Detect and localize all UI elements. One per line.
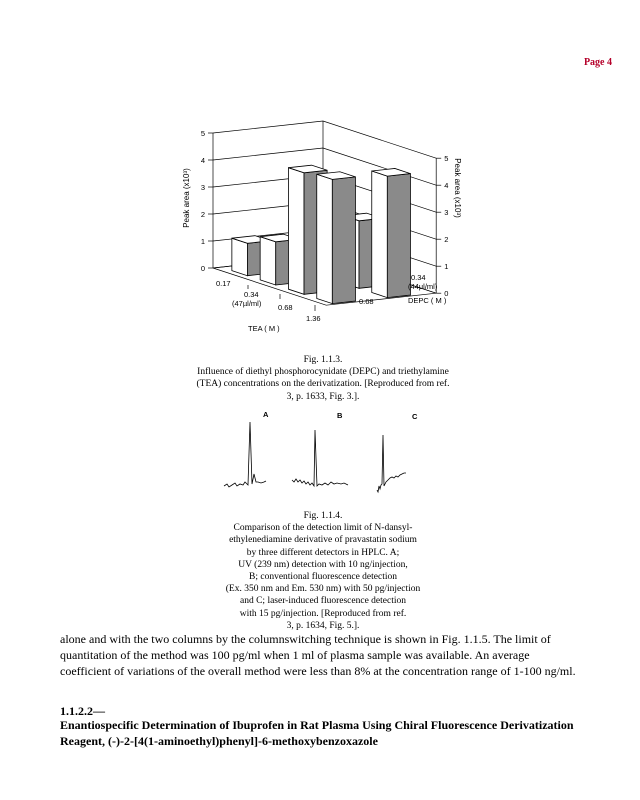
caption-line: Fig. 1.1.4. bbox=[303, 511, 343, 521]
tea-tick-3: 0.68 bbox=[278, 303, 293, 312]
caption-line: B; conventional fluorescence detection bbox=[249, 572, 397, 583]
caption-line: Fig. 1.1.3. bbox=[303, 355, 343, 365]
caption-line: by three different detectors in HPLC. A; bbox=[246, 547, 400, 558]
tea-tick-1: 0.17 bbox=[216, 279, 231, 288]
tea-tick-2: 0.34 bbox=[244, 290, 259, 299]
y-tick-label: 2 bbox=[444, 235, 449, 245]
caption-line: with 15 pg/injection. [Reproduced from ref. bbox=[239, 608, 407, 619]
tea-tick-2-sub: (47µl/ml) bbox=[232, 299, 262, 308]
y-axis-label-right: Peak area (x10³) bbox=[453, 158, 462, 218]
bar-front-face bbox=[372, 171, 388, 298]
bar-side-face bbox=[387, 174, 410, 298]
bar-front-face bbox=[317, 174, 333, 303]
caption-line: 3, p. 1634, Fig. 5.]. bbox=[286, 620, 360, 631]
y-tick-label: 1 bbox=[444, 262, 449, 272]
y-tick-label: 2 bbox=[200, 210, 205, 219]
chart-bar bbox=[317, 172, 356, 304]
y-tick-label: 4 bbox=[200, 156, 205, 165]
caption-line: 3, p. 1633, Fig. 3.]. bbox=[286, 391, 360, 402]
chromatogram-b bbox=[292, 430, 348, 486]
chromatogram-c bbox=[377, 435, 406, 492]
depc-tick-2: 0.68 bbox=[359, 297, 374, 306]
tea-tick-4: 1.36 bbox=[306, 314, 321, 323]
y-tick-label: 0 bbox=[200, 264, 205, 273]
y-tick-label: 0 bbox=[444, 289, 449, 299]
caption-line: (TEA) concentrations on the derivatization. [Reproduced from ref. bbox=[196, 379, 450, 390]
caption-line: UV (239 nm) detection with 10 ng/injection, bbox=[238, 559, 408, 570]
depc-tick-1-sub: (44µl/ml) bbox=[408, 282, 438, 291]
y-tick-label: 3 bbox=[200, 183, 205, 192]
tea-axis-label: TEA ( M ) bbox=[248, 324, 280, 333]
peak-label-a: A bbox=[263, 410, 269, 419]
bar-front-face bbox=[232, 238, 248, 276]
caption-line: ethylenediamine derivative of pravastatin sodium bbox=[229, 535, 417, 546]
figure-1-1-3-caption bbox=[168, 354, 478, 403]
depc-tick-1: 0.34 bbox=[411, 273, 426, 282]
caption-line: (Ex. 350 nm and Em. 530 nm) with 50 pg/injection bbox=[225, 584, 421, 595]
peak-label-b: B bbox=[337, 411, 343, 420]
body-paragraph: alone and with the two columns by the columnswitching technique is shown in Fig. 1.1.5. The limit of quantitation of the method was 100 pg/ml when 1 ml of plasma sample was available. An average coefficient of variations of the overall method were less than 8% at the concentration range of 1-100 ng/ml. bbox=[60, 632, 576, 678]
chart-gridline bbox=[213, 121, 436, 158]
y-tick-label: 4 bbox=[444, 181, 449, 191]
y-tick-label: 1 bbox=[200, 237, 205, 246]
y-axis-label-left: Peak area (x10³) bbox=[182, 168, 191, 228]
figure-1-1-3-chart bbox=[168, 118, 468, 343]
caption-line: Comparison of the detection limit of N-dansyl- bbox=[233, 523, 413, 534]
caption-line: and C; laser-induced fluorescence detection bbox=[240, 596, 406, 607]
depc-axis-label: DEPC ( M ) bbox=[408, 296, 447, 305]
caption-line: Influence of diethyl phosphorocynidate (DEPC) and triethylamine bbox=[197, 367, 449, 378]
peak-label-c: C bbox=[412, 412, 418, 421]
chart-bar bbox=[372, 168, 411, 297]
section-number: 1.1.2.2— bbox=[60, 704, 105, 718]
figure-1-1-4-chromatograms bbox=[214, 406, 428, 498]
chromatogram-a bbox=[224, 422, 266, 487]
bar-front-face bbox=[288, 168, 304, 295]
y-tick-label: 5 bbox=[444, 154, 449, 164]
section-title: Enantiospecific Determination of Ibuprofen in Rat Plasma Using Chiral Fluorescence Derivatization Reagent, (-)-2-[4(1-aminoethyl)phenyl]-6-methoxybenzoxazole bbox=[60, 718, 574, 748]
y-tick-label: 3 bbox=[444, 208, 449, 218]
bar-side-face bbox=[332, 177, 355, 304]
bar-front-face bbox=[260, 237, 276, 285]
y-tick-label: 5 bbox=[200, 129, 205, 138]
figure-1-1-4-caption bbox=[168, 510, 478, 632]
page-number: Page 4 bbox=[583, 57, 612, 68]
